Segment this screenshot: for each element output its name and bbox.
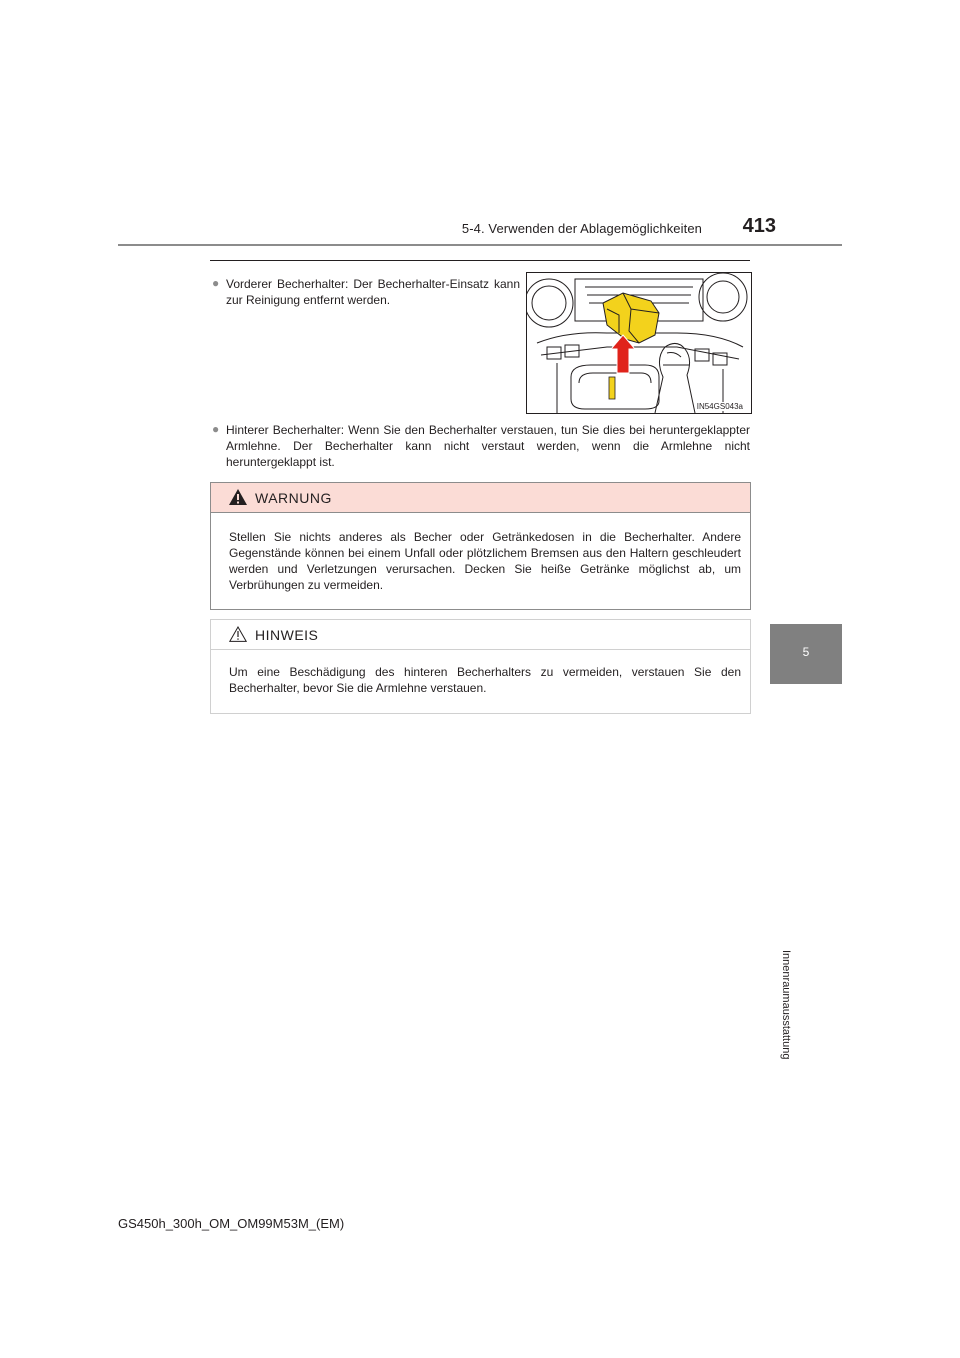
- note-header: [211, 620, 750, 650]
- bullet-icon: ●: [212, 422, 220, 436]
- footer-doc-code: GS450h_300h_OM_OM99M53M_(EM): [118, 1216, 345, 1231]
- chapter-tab-number[interactable]: 5: [770, 624, 842, 684]
- bullet-text-rear-holder: Hinterer Becherhalter: Wenn Sie den Becherhalter verstauen, tun Sie dies bei heruntergeklappter Armlehne. Der Becherhalter kann nicht verstaut werden, wenn die Armlehne nicht heruntergeklappt ist.: [226, 423, 750, 469]
- caution-outline-icon: [229, 626, 247, 642]
- chapter-tab-label: [780, 690, 808, 1060]
- bullet-icon: ●: [212, 276, 220, 290]
- page-number: 413: [742, 215, 776, 237]
- note-text: Um eine Beschädigung des hinteren Becherhalters zu vermeiden, verstauen Sie den Becherhalter, bevor Sie die Armlehne verstauen.: [229, 665, 741, 695]
- content-divider: [210, 260, 750, 261]
- cup-holder-figure: [526, 272, 752, 414]
- warning-text: Stellen Sie nichts anderes als Becher oder Getränkedosen in die Becherhalter. Andere Gegenstände können bei einem Unfall oder plötzlichem Bremsen aus den Haltern geschleudert werden und Verletzungen verursachen. Decken Sie heiße Getränke möglichst ab, um Verbrühungen zu vermeiden.: [229, 530, 741, 592]
- warning-triangle-icon: [229, 489, 247, 505]
- warning-title: WARNUNG: [255, 490, 332, 506]
- section-title: 5-4. Verwenden der Ablagemöglichkeiten: [461, 221, 702, 236]
- bullet-text-front-holder: Vorderer Becherhalter: Der Becherhalter-Einsatz kann zur Reinigung entfernt werden.: [226, 277, 520, 307]
- warning-box: [210, 482, 751, 610]
- figure-code: IN54GS043a: [696, 402, 743, 411]
- note-title: HINWEIS: [255, 627, 319, 643]
- note-box: [210, 619, 751, 714]
- console-illustration: [527, 273, 751, 413]
- chapter-label-text: Innenraumausstattung: [780, 950, 792, 1060]
- header-divider: [118, 244, 842, 246]
- warning-header: [211, 483, 750, 513]
